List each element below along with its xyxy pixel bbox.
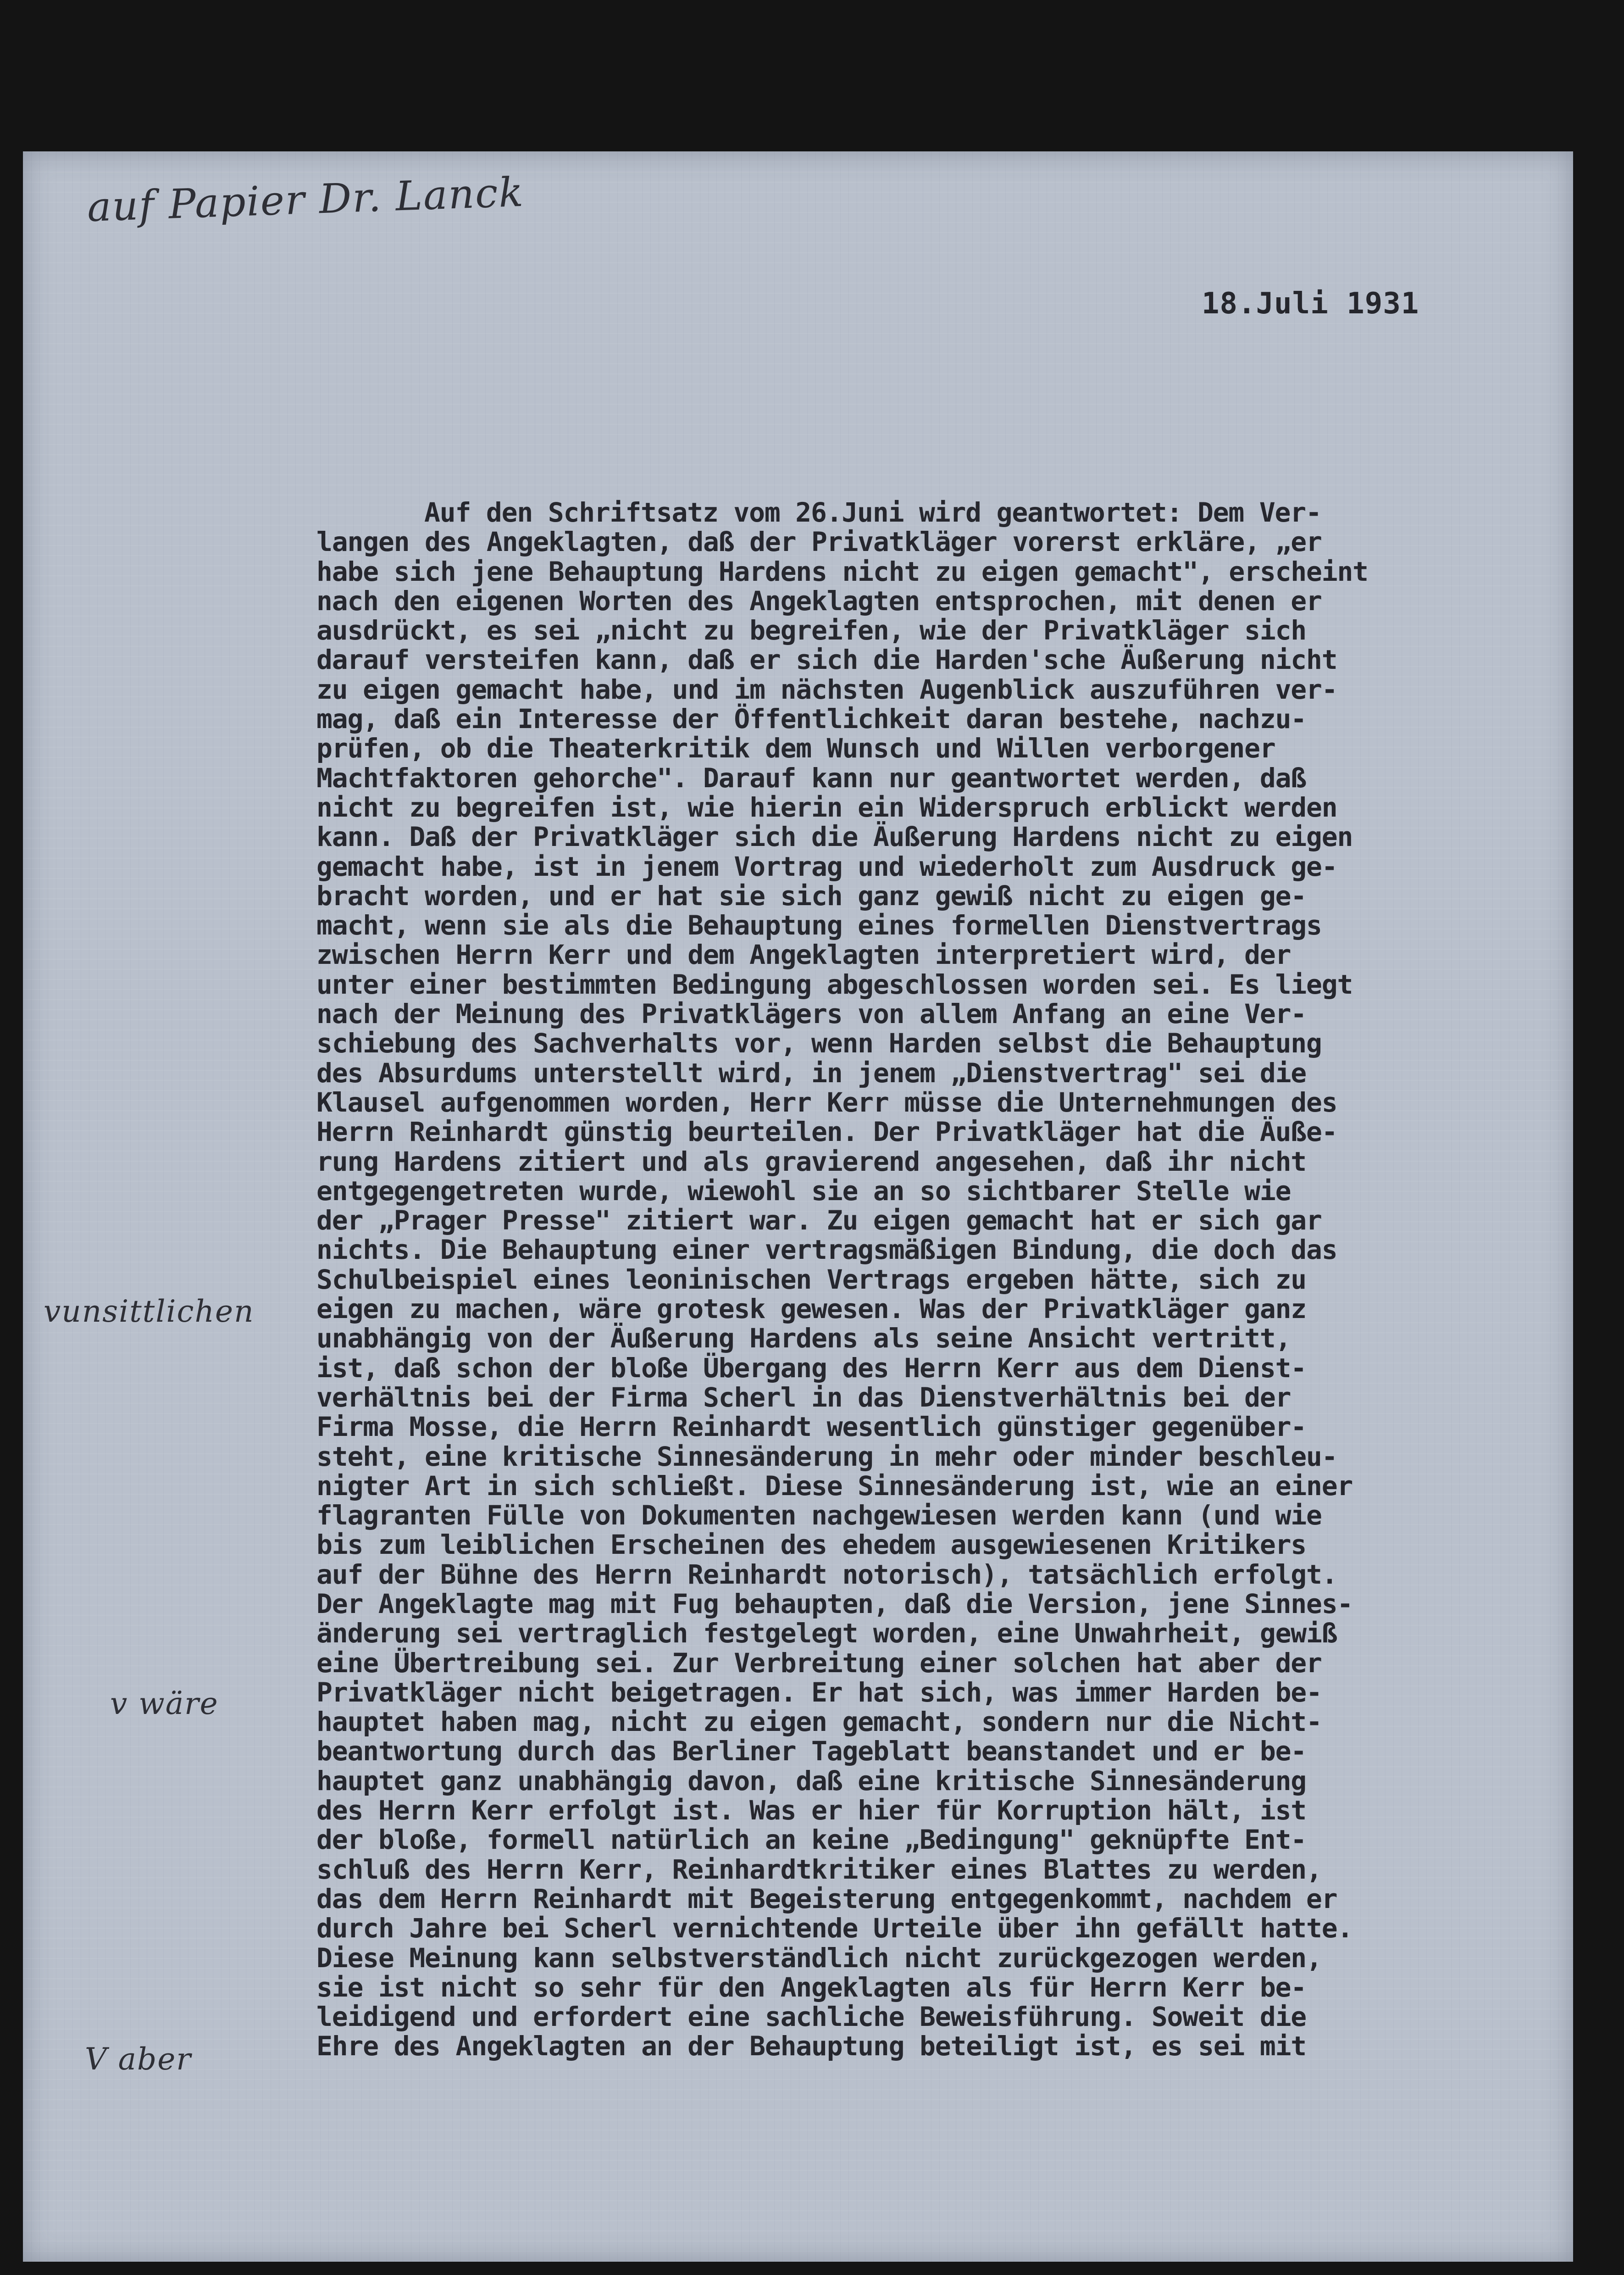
text-line: gemacht habe, ist in jenem Vortrag und wiederholt zum Ausdruck ge-	[316, 851, 1337, 882]
text-line: ist, daß schon der bloße Übergang des Herrn Kerr aus dem Dienst-	[316, 1352, 1307, 1384]
text-line: Auf den Schriftsatz vom 26.Juni wird geantwortet: Dem Ver-	[424, 497, 1321, 528]
margin-note: v wäre	[110, 1686, 219, 1721]
text-line: entgegengetreten wurde, wiewohl sie an so sichtbarer Stelle wie	[316, 1175, 1291, 1207]
text-line: macht, wenn sie als die Behauptung eines formellen Dienstvertrags	[316, 910, 1322, 941]
text-line: schiebung des Sachverhalts vor, wenn Harden selbst die Behauptung	[316, 1028, 1322, 1059]
text-line: Ehre des Angeklagten an der Behauptung beteiligt ist, es sei mit	[316, 2030, 1307, 2062]
text-line: Schulbeispiel eines leoninischen Vertrags ergeben hätte, sich zu	[316, 1263, 1307, 1295]
text-line: langen des Angeklagten, daß der Privatkläger vorerst erkläre, „er	[316, 526, 1322, 558]
handwritten-top-note: auf Papier Dr. Lanck	[86, 168, 525, 231]
text-line: beantwortung durch das Berliner Tageblatt beanstandet und er be-	[316, 1735, 1307, 1767]
text-line: nach der Meinung des Privatklägers von allem Anfang an eine Ver-	[316, 998, 1307, 1030]
text-line: sie ist nicht so sehr für den Angeklagten als für Herrn Kerr be-	[316, 1971, 1307, 2003]
text-line: eigen zu machen, wäre grotesk gewesen. Was der Privatkläger ganz	[316, 1293, 1307, 1325]
text-line: Diese Meinung kann selbstverständlich nicht zurückgezogen werden,	[316, 1942, 1322, 1974]
text-line: steht, eine kritische Sinnesänderung in mehr oder minder beschleu-	[316, 1441, 1337, 1472]
text-line: prüfen, ob die Theaterkritik dem Wunsch und Willen verborgener	[316, 733, 1275, 764]
text-line: eine Übertreibung sei. Zur Verbreitung einer solchen hat aber der	[316, 1647, 1322, 1679]
letter-date: 18.Juli 1931	[1202, 287, 1419, 321]
text-line: unabhängig von der Äußerung Hardens als seine Ansicht vertritt,	[316, 1323, 1291, 1354]
text-line: durch Jahre bei Scherl vernichtende Urteile über ihn gefällt hatte.	[316, 1913, 1353, 1944]
text-line: schluß des Herrn Kerr, Reinhardtkritiker eines Blattes zu werden,	[316, 1853, 1322, 1885]
text-line: zu eigen gemacht habe, und im nächsten Augenblick auszuführen ver-	[316, 673, 1337, 705]
text-line: hauptet haben mag, nicht zu eigen gemacht, sondern nur die Nicht-	[316, 1706, 1322, 1738]
text-line: Privatkläger nicht beigetragen. Er hat sich, was immer Harden be-	[316, 1676, 1322, 1708]
text-line: Herrn Reinhardt günstig beurteilen. Der Privatkläger hat die Äuße-	[316, 1116, 1337, 1148]
text-line: ausdrückt, es sei „nicht zu begreifen, wie der Privatkläger sich	[316, 615, 1307, 646]
text-line: unter einer bestimmten Bedingung abgeschlossen worden sei. Es liegt	[316, 968, 1353, 1000]
text-line: nichts. Die Behauptung einer vertragsmäßigen Bindung, die doch das	[316, 1234, 1337, 1266]
text-line: habe sich jene Behauptung Hardens nicht zu eigen gemacht", erscheint	[316, 556, 1368, 587]
text-line: der bloße, formell natürlich an keine „Bedingung" geknüpfte Ent-	[316, 1824, 1307, 1856]
text-line: auf der Bühne des Herrn Reinhardt notorisch), tatsächlich erfolgt.	[316, 1558, 1337, 1590]
text-line: verhältnis bei der Firma Scherl in das Dienstverhältnis bei der	[316, 1381, 1291, 1413]
text-line: nicht zu begreifen ist, wie hierin ein Widerspruch erblickt werden	[316, 791, 1337, 823]
margin-note: vunsittlichen	[44, 1294, 255, 1329]
text-line: kann. Daß der Privatkläger sich die Äußerung Hardens nicht zu eigen	[316, 821, 1353, 853]
text-line: bracht worden, und er hat sie sich ganz gewiß nicht zu eigen ge-	[316, 880, 1307, 912]
text-line: hauptet ganz unabhängig davon, daß eine kritische Sinnesänderung	[316, 1765, 1307, 1797]
text-line: Firma Mosse, die Herrn Reinhardt wesentlich günstiger gegenüber-	[316, 1411, 1307, 1443]
text-line: Klausel aufgenommen worden, Herr Kerr müsse die Unternehmungen des	[316, 1086, 1337, 1118]
text-line: Der Angeklagte mag mit Fug behaupten, daß die Version, jene Sinnes-	[316, 1588, 1353, 1619]
text-line: leidigend und erfordert eine sachliche Beweisführung. Soweit die	[316, 2001, 1307, 2033]
text-line: rung Hardens zitiert und als gravierend angesehen, daß ihr nicht	[316, 1146, 1307, 1177]
text-line: des Herrn Kerr erfolgt ist. Was er hier für Korruption hält, ist	[316, 1795, 1307, 1826]
text-line: der „Prager Presse" zitiert war. Zu eigen gemacht hat er sich gar	[316, 1205, 1322, 1236]
text-line: zwischen Herrn Kerr und dem Angeklagten interpretiert wird, der	[316, 939, 1291, 971]
text-line: mag, daß ein Interesse der Öffentlichkeit daran bestehe, nachzu-	[316, 703, 1307, 735]
text-line: bis zum leiblichen Erscheinen des ehedem ausgewiesenen Kritikers	[316, 1529, 1307, 1561]
text-line: änderung sei vertraglich festgelegt worden, eine Unwahrheit, gewiß	[316, 1618, 1337, 1649]
text-line: nach den eigenen Worten des Angeklagten entsprochen, mit denen er	[316, 585, 1322, 617]
text-line: Machtfaktoren gehorche". Darauf kann nur geantwortet werden, daß	[316, 762, 1307, 794]
typewritten-body	[316, 498, 1555, 2061]
text-line: das dem Herrn Reinhardt mit Begeisterung entgegenkommt, nachdem er	[316, 1883, 1337, 1914]
text-line: nigter Art in sich schließt. Diese Sinnesänderung ist, wie an einer	[316, 1470, 1353, 1502]
text-line: darauf versteifen kann, daß er sich die Harden'sche Äußerung nicht	[316, 644, 1337, 676]
margin-note: V aber	[85, 2041, 192, 2077]
text-line: flagranten Fülle von Dokumenten nachgewiesen werden kann (und wie	[316, 1500, 1322, 1531]
text-line: des Absurdums unterstellt wird, in jenem „Dienstvertrag" sei die	[316, 1057, 1307, 1089]
